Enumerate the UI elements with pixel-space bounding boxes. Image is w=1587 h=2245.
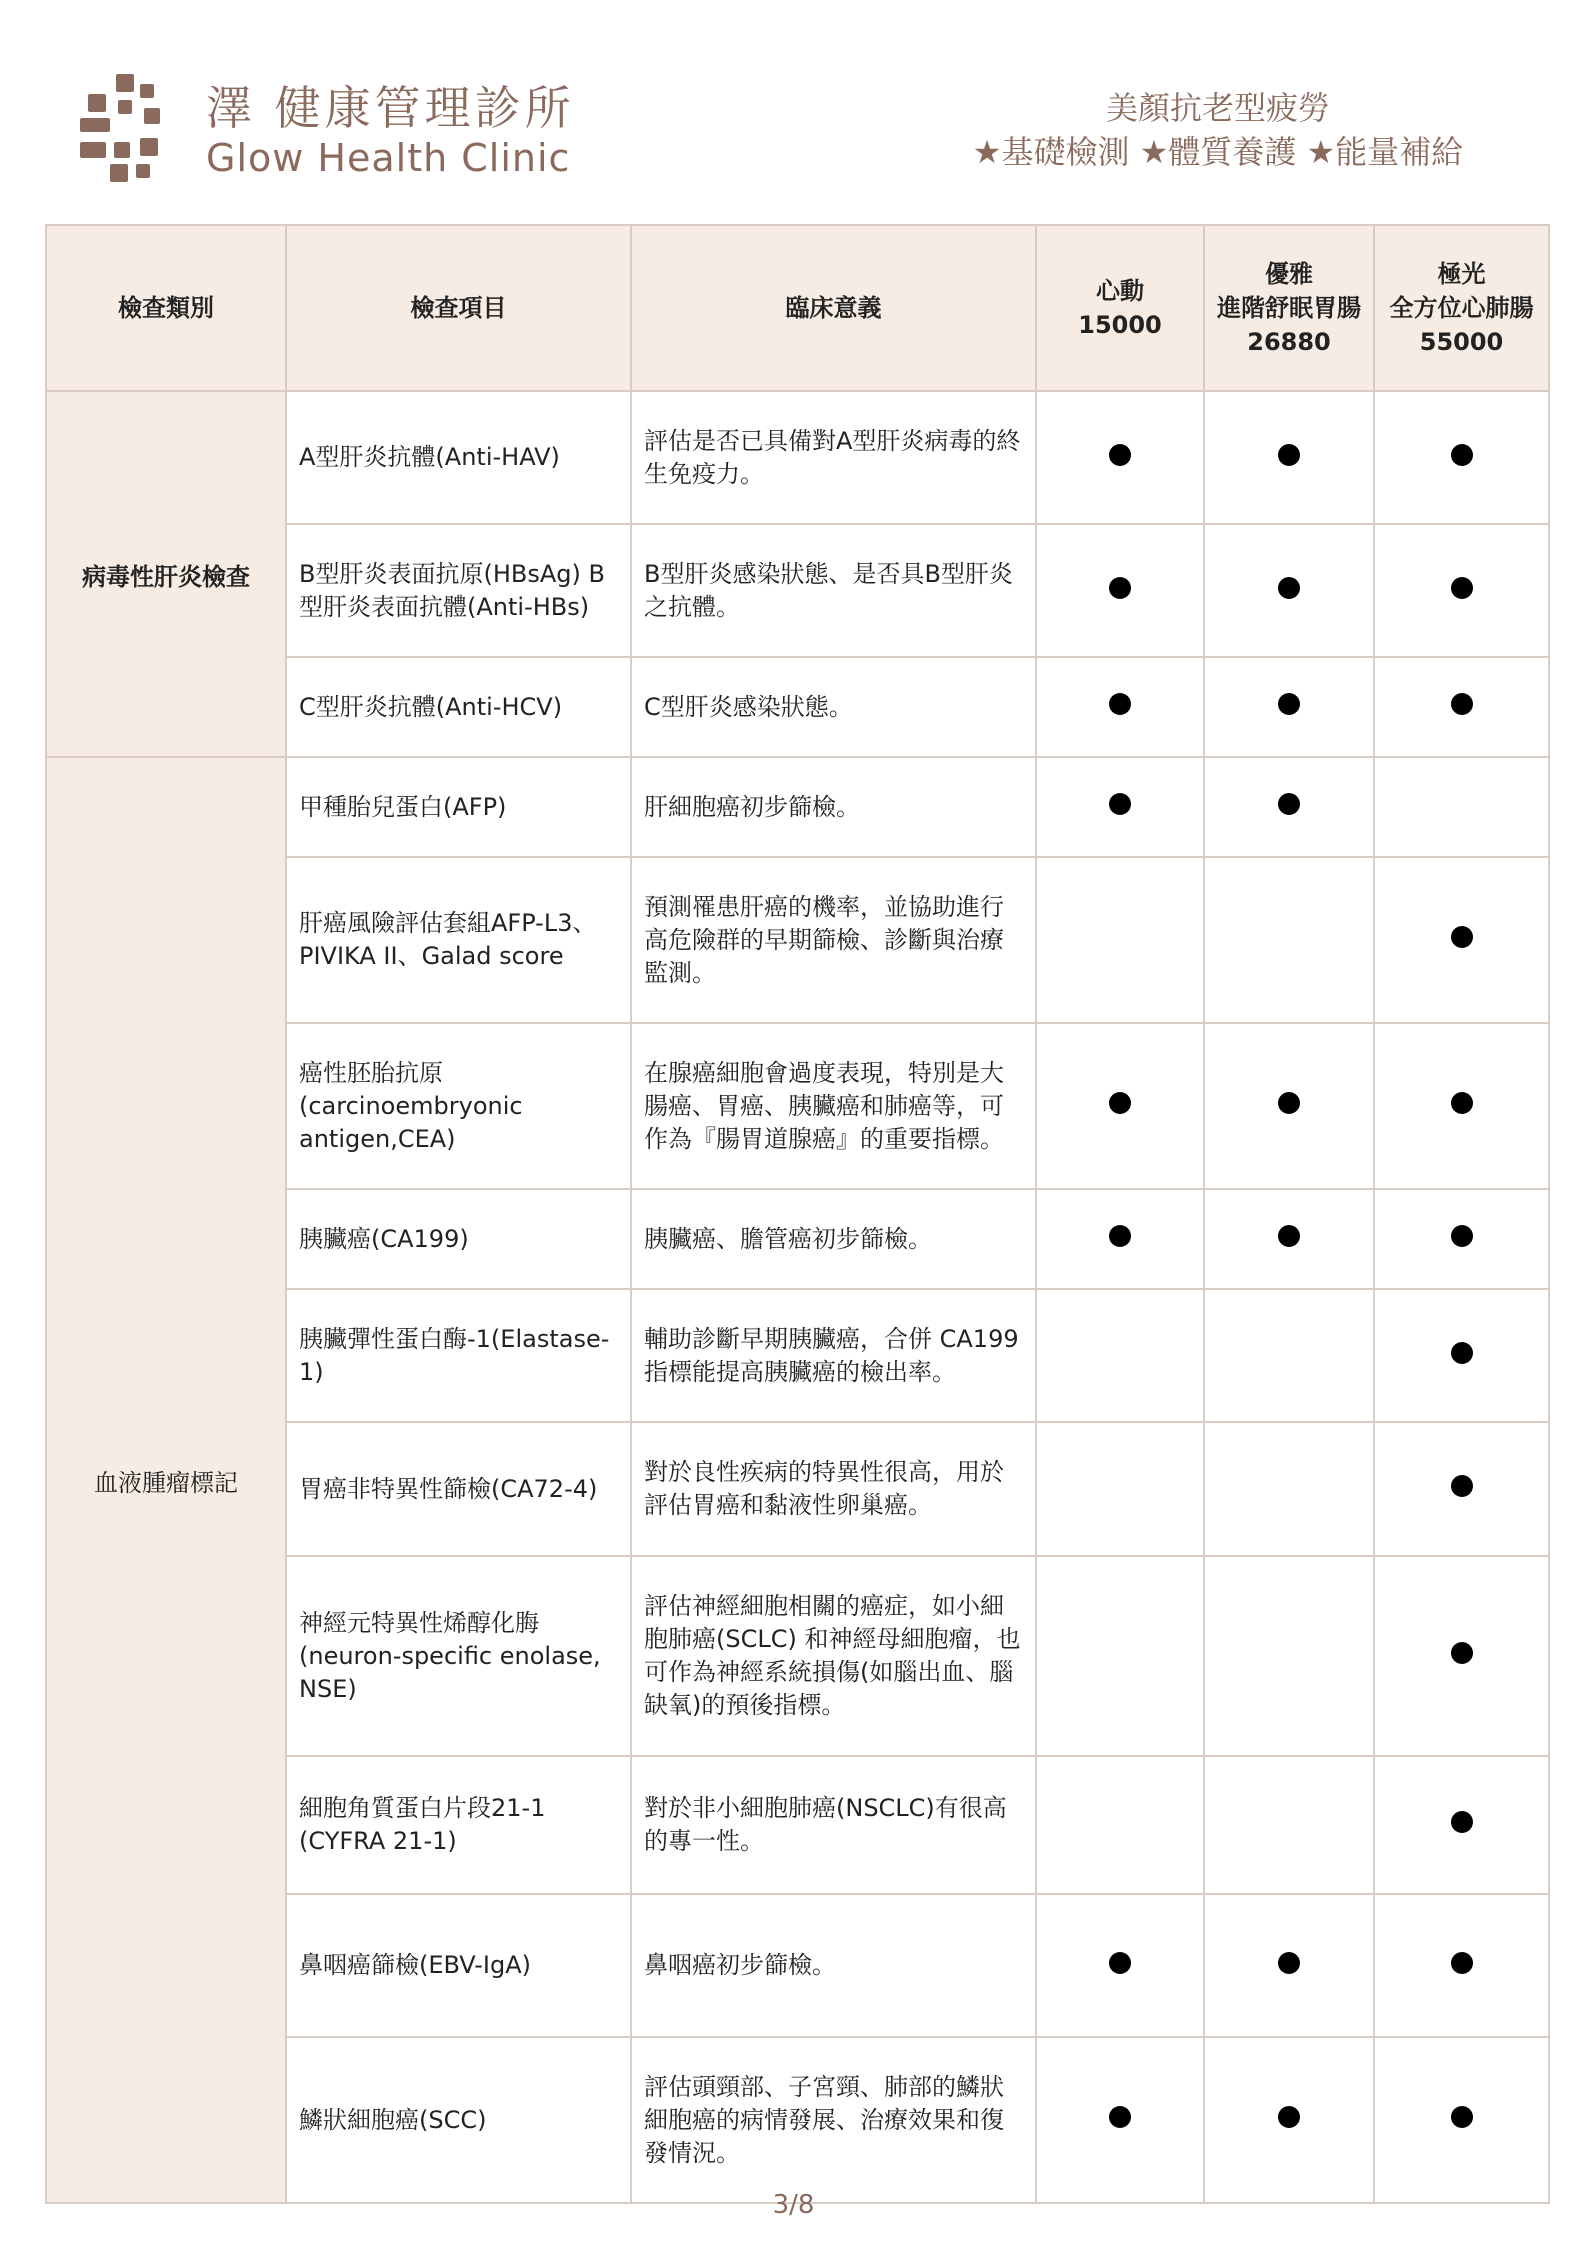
meaning-cell: 評估是否已具備對A型肝炎病毒的終生免疫力。 [631,391,1036,524]
plan-3-cell [1374,757,1549,857]
plan-2-cell [1204,857,1374,1023]
included-dot-icon [1278,1225,1300,1247]
plan-3-cell [1374,1422,1549,1556]
header-item: 檢查項目 [286,225,631,391]
item-cell: 肝癌風險評估套組AFP-L3、PIVIKA II、Galad score [286,857,631,1023]
included-dot-icon [1109,577,1131,599]
item-cell: B型肝炎表面抗原(HBsAg) B型肝炎表面抗體(Anti-HBs) [286,524,631,657]
plan-2-name: 優雅 [1265,260,1313,288]
table-row [46,757,1549,857]
plan-3-cell [1374,857,1549,1023]
clinic-name-en: Glow Health Clinic [206,136,571,180]
plan-3-cell [1374,2037,1549,2203]
included-dot-icon [1109,1225,1131,1247]
plan-title-line2: ★基礎檢測 ★體質養護 ★能量補給 [972,133,1464,171]
plan-3-cell [1374,1894,1549,2037]
plan-3-cell [1374,1023,1549,1189]
header-plan-1 [1036,225,1204,391]
plan-2-cell [1204,1289,1374,1422]
meaning-cell: B型肝炎感染狀態、是否具B型肝炎之抗體。 [631,524,1036,657]
plan-1-cell [1036,1894,1204,2037]
plan-2-cell [1204,657,1374,757]
table-row [46,391,1549,524]
included-dot-icon [1451,2106,1473,2128]
plan-3-cell [1374,1556,1549,1756]
plan-1-cell [1036,1023,1204,1189]
included-dot-icon [1451,1092,1473,1114]
included-dot-icon [1451,1342,1473,1364]
clinic-logo-icon [78,72,188,187]
meaning-cell: 預測罹患肝癌的機率，並協助進行高危險群的早期篩檢、診斷與治療監測。 [631,857,1036,1023]
included-dot-icon [1278,693,1300,715]
plan-2-subname: 進階舒眠胃腸 [1217,294,1361,322]
category-cell: 病毒性肝炎檢查 [46,391,286,757]
header-meaning: 臨床意義 [631,225,1036,391]
meaning-cell: 對於良性疾病的特異性很高，用於評估胃癌和黏液性卵巢癌。 [631,1422,1036,1556]
meaning-cell: 輔助診斷早期胰臟癌，合併 CA199 指標能提高胰臟癌的檢出率。 [631,1289,1036,1422]
plan-2-cell [1204,1189,1374,1289]
item-cell: 鼻咽癌篩檢(EBV-IgA) [286,1894,631,2037]
meaning-cell: 肝細胞癌初步篩檢。 [631,757,1036,857]
included-dot-icon [1109,1952,1131,1974]
included-dot-icon [1451,1811,1473,1833]
plan-1-cell [1036,657,1204,757]
meaning-cell: 胰臟癌、膽管癌初步篩檢。 [631,1189,1036,1289]
item-cell: C型肝炎抗體(Anti-HCV) [286,657,631,757]
plan-3-price: 55000 [1419,328,1504,356]
plan-1-cell [1036,1189,1204,1289]
item-cell: 胃癌非特異性篩檢(CA72-4) [286,1422,631,1556]
item-cell: 細胞角質蛋白片段21-1 (CYFRA 21-1) [286,1756,631,1894]
item-cell: 胰臟癌(CA199) [286,1189,631,1289]
plan-2-cell [1204,2037,1374,2203]
plan-3-cell [1374,657,1549,757]
included-dot-icon [1278,577,1300,599]
item-cell: 甲種胎兒蛋白(AFP) [286,757,631,857]
header-plan-2 [1204,225,1374,391]
clinic-name-zh: 澤 健康管理診所 [206,81,575,135]
included-dot-icon [1278,1952,1300,1974]
included-dot-icon [1451,926,1473,948]
page-number: 3/8 [772,2190,815,2220]
plan-1-cell [1036,857,1204,1023]
plan-2-cell [1204,524,1374,657]
included-dot-icon [1278,2106,1300,2128]
plan-1-cell [1036,524,1204,657]
plan-3-cell [1374,1756,1549,1894]
plan-2-cell [1204,1556,1374,1756]
plan-1-cell [1036,1289,1204,1422]
included-dot-icon [1451,444,1473,466]
included-dot-icon [1451,1642,1473,1664]
included-dot-icon [1109,444,1131,466]
plan-title [908,86,1528,174]
item-cell: 胰臟彈性蛋白酶-1(Elastase-1) [286,1289,631,1422]
included-dot-icon [1109,2106,1131,2128]
plan-1-cell [1036,1422,1204,1556]
meaning-cell: 評估神經細胞相關的癌症，如小細胞肺癌(SCLC) 和神經母細胞瘤，也可作為神經系統損傷(如腦出血、腦缺氧)的預後指標。 [631,1556,1036,1756]
plan-2-cell [1204,1422,1374,1556]
category-cell: 血液腫瘤標記 [46,757,286,2203]
plan-3-name: 極光 [1437,260,1486,288]
meaning-cell: 評估頭頸部、子宮頸、肺部的鱗狀細胞癌的病情發展、治療效果和復發情況。 [631,2037,1036,2203]
included-dot-icon [1451,693,1473,715]
plan-3-cell [1374,1189,1549,1289]
plan-2-cell [1204,1756,1374,1894]
included-dot-icon [1109,793,1131,815]
plan-1-cell [1036,1556,1204,1756]
meaning-cell: C型肝炎感染狀態。 [631,657,1036,757]
plan-1-price: 15000 [1078,311,1162,339]
plan-1-cell [1036,2037,1204,2203]
plan-title-line1: 美顏抗老型疲勞 [1105,89,1330,127]
plan-1-cell [1036,757,1204,857]
included-dot-icon [1278,1092,1300,1114]
included-dot-icon [1451,577,1473,599]
header-plan-3 [1374,225,1549,391]
checkup-table [45,224,1550,2204]
included-dot-icon [1278,793,1300,815]
item-cell: 癌性胚胎抗原(carcinoembryonic antigen,CEA) [286,1023,631,1189]
plan-1-name: 心動 [1096,277,1144,305]
plan-3-cell [1374,524,1549,657]
plan-3-cell [1374,391,1549,524]
plan-3-cell [1374,1289,1549,1422]
plan-2-cell [1204,1023,1374,1189]
included-dot-icon [1109,693,1131,715]
plan-2-cell [1204,391,1374,524]
plan-2-cell [1204,757,1374,857]
meaning-cell: 對於非小細胞肺癌(NSCLC)有很高的專一性。 [631,1756,1036,1894]
included-dot-icon [1109,1092,1131,1114]
included-dot-icon [1451,1952,1473,1974]
header-category: 檢查類別 [46,225,286,391]
included-dot-icon [1278,444,1300,466]
included-dot-icon [1451,1225,1473,1247]
plan-2-cell [1204,1894,1374,2037]
included-dot-icon [1451,1475,1473,1497]
plan-2-price: 26880 [1247,328,1331,356]
item-cell: 鱗狀細胞癌(SCC) [286,2037,631,2203]
item-cell: A型肝炎抗體(Anti-HAV) [286,391,631,524]
table-body [46,391,1549,2203]
plan-3-subname: 全方位心肺腸 [1389,294,1534,322]
table-header-row [46,225,1549,391]
item-cell: 神經元特異性烯醇化脢(neuron-specific enolase, NSE) [286,1556,631,1756]
meaning-cell: 鼻咽癌初步篩檢。 [631,1894,1036,2037]
page-header [78,70,1528,200]
meaning-cell: 在腺癌細胞會過度表現，特別是大腸癌、胃癌、胰臟癌和肺癌等，可作為『腸胃道腺癌』的重要指標。 [631,1023,1036,1189]
plan-1-cell [1036,391,1204,524]
plan-1-cell [1036,1756,1204,1894]
